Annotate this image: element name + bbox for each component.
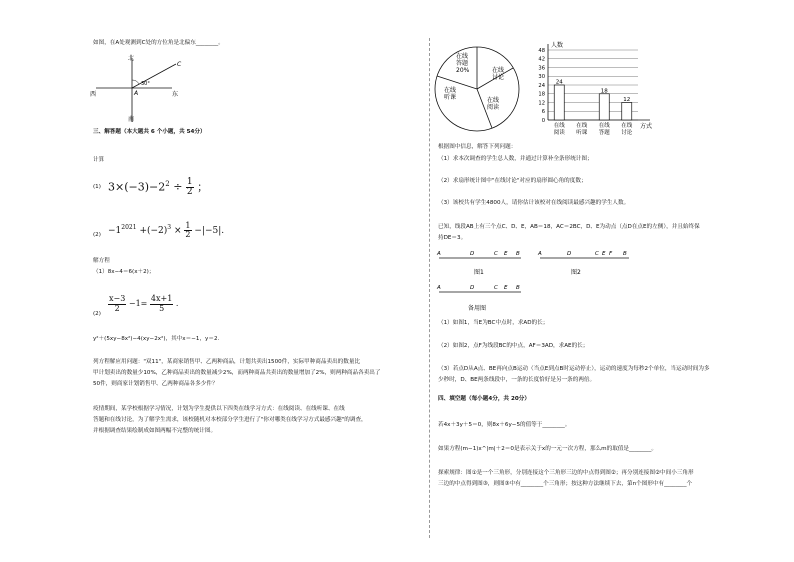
figure-1-caption: 图1 — [474, 269, 484, 276]
y-tick-label: 12 — [538, 100, 545, 107]
y-tick-label: 36 — [538, 65, 545, 72]
bar-value-label: 12 — [623, 97, 631, 103]
calc2-number: (2) — [93, 232, 101, 238]
svg-text:A: A — [538, 251, 542, 257]
north-label: 北 — [128, 55, 135, 62]
x-category-label: 在线 — [553, 123, 565, 129]
segment-figure-1 — [436, 248, 536, 278]
svg-text:F: F — [609, 251, 613, 257]
svg-text:E: E — [504, 251, 508, 257]
figure-3-caption: 备用图 — [468, 305, 487, 312]
svg-text:E: E — [504, 285, 508, 291]
column-divider — [429, 38, 430, 538]
pie-chart — [432, 44, 522, 134]
pie-label-discuss-2: 讨论 — [492, 74, 505, 81]
south-label: 南 — [128, 116, 135, 123]
svg-text:C: C — [595, 251, 599, 257]
bar — [599, 94, 609, 120]
calc2-expression: $-1^{2021} +(-2)^3$ × $\frac{1}{2}$ −|−5|. — [108, 220, 225, 239]
fill-question-1: 若4x＋3y＋5＝0，则8x＋6y−5的值等于________。 — [438, 422, 571, 428]
svg-text:B: B — [623, 251, 627, 257]
survey-line-3: 并根据调查结果绘制成如图两幅不完整的统计图。 — [93, 428, 217, 434]
pie-label-listen: 在线 — [444, 87, 457, 94]
y-axis-label: 人数 — [551, 42, 564, 49]
svg-text:B: B — [516, 285, 520, 291]
question-intro: 根据图中信息，解答下列问题： — [438, 144, 517, 150]
pie-label-read: 在线 — [487, 97, 500, 104]
x-category-label: 阅读 — [553, 130, 565, 136]
segment-question-2: （2）如图2，点F为线段BC的中点，AF＝3AD，求AE的长； — [438, 343, 589, 349]
segment-question-1: （1）如图1，当E为BC中点时，求AD的长； — [438, 320, 549, 326]
y-tick-label: 42 — [538, 56, 545, 63]
calc1-number: (1) — [93, 184, 101, 190]
segment-figure-3 — [436, 282, 536, 314]
pie-label-answer-2: 答题 — [456, 60, 469, 67]
word-problem-line-1: 列方程解应用问题："双11"，某商家销售甲、乙两种商品，计划共卖出1500件，实际甲种商品卖出的数量比 — [93, 359, 361, 365]
pie-label-discuss: 在线 — [492, 67, 505, 74]
pie-label-listen-2: 听课 — [444, 94, 457, 101]
svg-text:A: A — [437, 251, 441, 257]
x-category-label: 答题 — [598, 130, 610, 136]
word-problem-line-2: 甲计划卖出的数量少10%，乙种商品卖出的数量减少2%，而两种商品共卖出的数量增加了2%，则两种商品各卖出了 — [93, 370, 381, 376]
y-tick-label: 0 — [541, 117, 545, 124]
bar-chart — [528, 40, 668, 140]
question-2: （2）求扇形统计图中"在线讨论"对应的扇形圆心角的度数； — [438, 178, 587, 184]
bar-value-label: 24 — [555, 79, 563, 86]
segment-question-3-line-1: （3）若点D从A点、BE再向点B运动（当点E到点B时运动停止），运动的速度为每秒2个单位，当运动时间为多 — [438, 366, 710, 372]
fill-question-2: 如果方程(m−1)x^|m|＋2＝0是表示关于x的一元一次方程，那么m的取值是________。 — [438, 446, 657, 452]
equation-2-expression: $\frac{x-3}{2}$ −1= $\frac{4x+1}{5}$ . — [109, 294, 179, 313]
word-problem-line-3: 50件，则商家计划销售甲、乙两种商品各多少件？ — [93, 381, 218, 387]
y-tick-label: 24 — [538, 82, 545, 89]
svg-text:B: B — [516, 251, 520, 257]
equation-label: 解方程 — [93, 258, 110, 264]
y-tick-label: 48 — [538, 47, 545, 54]
question-1: （1）求本次调查的学生总人数，并通过计算补全条形统计图； — [438, 156, 593, 162]
svg-text:D: D — [470, 285, 475, 291]
section3-title: 三、解答题（本大题共 6 个小题，共 54分） — [93, 129, 206, 135]
question-direction: 如图，在A处观测到C处的方位角是北偏东________。 — [93, 40, 224, 46]
question-3: （3）该校共有学生4800人，请你估计该校对在线阅读最感兴趣的学生人数。 — [438, 200, 630, 206]
y-tick-label: 30 — [538, 74, 545, 81]
svg-text:A: A — [437, 285, 441, 291]
point-a-label: A — [134, 90, 139, 97]
calc1-expression: $3\times(-3)-2^2$ ÷ $\frac{1}{2}$ ； — [108, 176, 209, 198]
segment-question-3-line-2: 少秒时，D、BE两条线段中，一条的长度恰好是另一条的两倍。 — [438, 377, 596, 383]
simplify-question: y²＋(5xy−8x²)−4(xy−2x²)，其中x＝−1，y＝2. — [93, 336, 220, 342]
x-category-label: 在线 — [576, 123, 588, 129]
fill-question-3-line-2: 三边的中点得到图③，则图③中有________个三角形；按这种方法继续下去，第n个图形中有________个 — [438, 481, 693, 487]
x-category-label: 在线 — [598, 123, 610, 129]
segment-problem-line-2: 持DE＝3。 — [438, 235, 467, 241]
compass-figure — [88, 52, 188, 124]
segment-figure-2 — [537, 248, 637, 278]
pie-label-answer-pct: 20% — [456, 67, 470, 74]
point-c-label: C — [177, 61, 182, 68]
equation-2-number: (2) — [93, 311, 101, 317]
bar-value-label: 18 — [600, 88, 608, 95]
bar — [554, 85, 564, 120]
survey-line-1: 疫情期间，某学校根据学习情况，计划为学生提供以下四类在线学习方式：在线阅读、在线听课、在线 — [93, 406, 345, 412]
equation-1: （1）8x−4＝6(x＋2)； — [93, 269, 155, 275]
survey-line-2: 答题和在线讨论，为了解学生需求，该校随机对本校部分学生进行了"你对哪类在线学习方式最感兴趣"的调查， — [93, 417, 367, 423]
svg-text:D: D — [470, 251, 475, 257]
x-axis-label: 方式 — [640, 123, 653, 130]
svg-text:C: C — [494, 285, 498, 291]
figure-2-caption: 图2 — [571, 269, 581, 276]
west-label: 西 — [90, 91, 97, 98]
calc-label: 计算 — [93, 157, 105, 163]
pie-label-answer: 在线 — [456, 53, 469, 60]
east-label: 东 — [172, 91, 179, 98]
y-tick-label: 18 — [538, 91, 545, 98]
bar — [622, 103, 632, 121]
x-category-label: 讨论 — [621, 130, 633, 136]
fill-question-3-line-1: 探索规律：图①是一个三角形，分别连接这个三角形三边的中点得到图②；再分别连接图②中间小三角形 — [438, 470, 694, 476]
pie-label-read-2: 阅读 — [487, 104, 500, 111]
x-category-label: 听课 — [576, 130, 588, 136]
svg-text:D: D — [567, 251, 572, 257]
y-tick-label: 6 — [541, 109, 545, 116]
segment-problem-line-1: 已知，线段AB上有三个点C、D、E，AB＝18，AC＝2BC，D、E为动点（点D在点E的左侧），并且始终保 — [438, 224, 700, 230]
x-category-label: 在线 — [621, 123, 633, 129]
svg-text:E: E — [602, 251, 606, 257]
svg-text:C: C — [494, 251, 498, 257]
angle-label: 30° — [141, 81, 150, 87]
section4-title: 四、填空题（每小题4分，共 20分） — [438, 396, 530, 402]
